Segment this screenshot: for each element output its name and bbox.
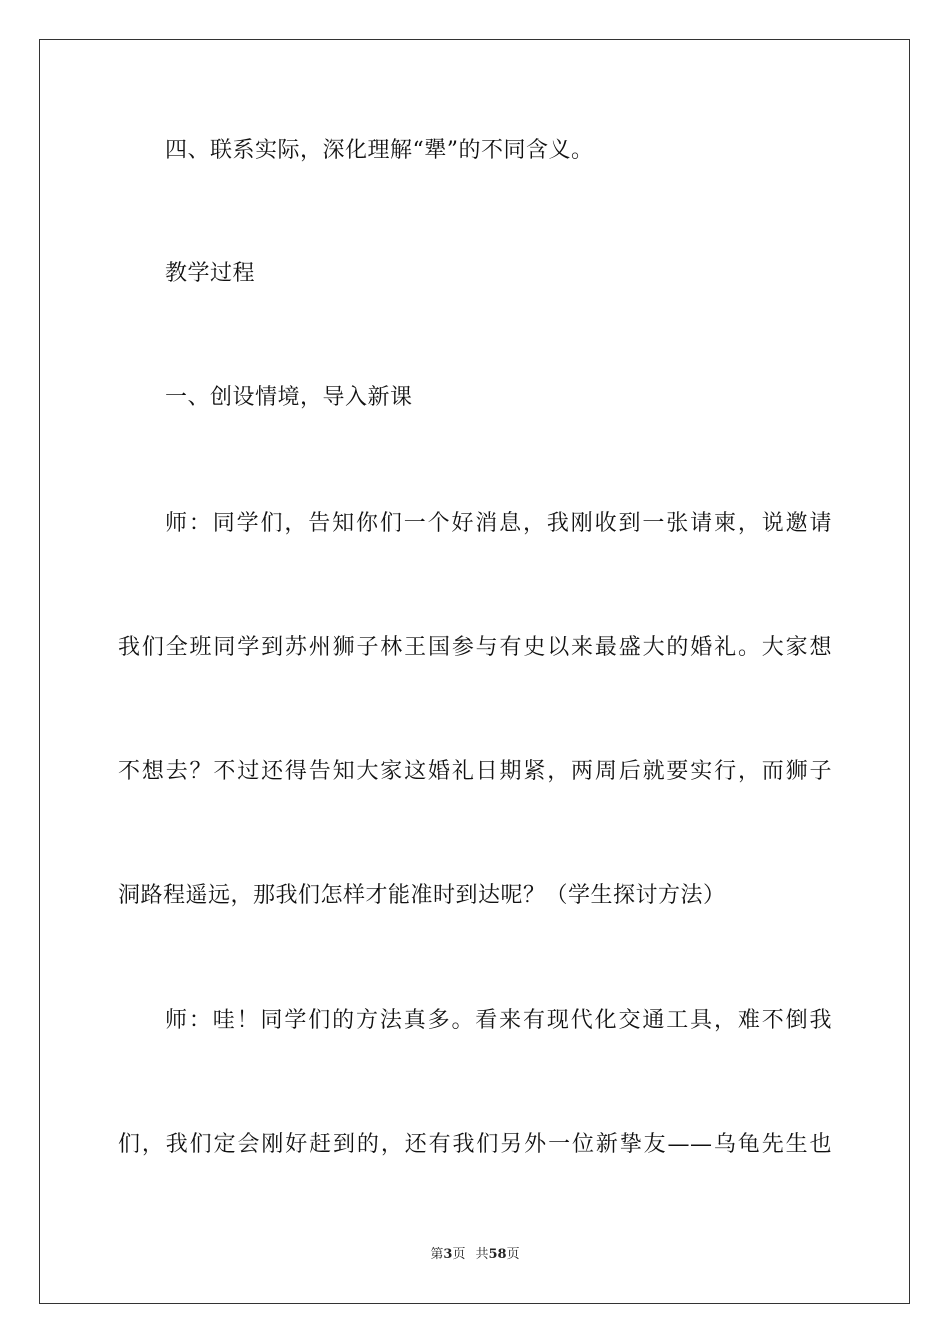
page-border (39, 39, 910, 1304)
body-line-4: 师：同学们，告知你们一个好消息，我刚收到一张请柬，说邀请 (165, 511, 832, 536)
body-line-6: 不想去？不过还得告知大家这婚礼日期紧，两周后就要实行，而狮子 (118, 759, 832, 784)
body-line-9: 们，我们定会刚好赶到的，还有我们另外一位新挚友——乌龟先生也 (118, 1132, 832, 1157)
body-line-3: 一、创设情境，导入新课 (165, 385, 413, 410)
footer-page-suffix: 页 (452, 1247, 466, 1262)
footer-total-prefix: 共 (475, 1247, 489, 1262)
footer-total-pages: 58 (488, 1247, 507, 1262)
footer-total-suffix: 页 (506, 1247, 520, 1262)
page-footer (0, 1246, 950, 1264)
body-line-7: 洞路程遥远，那我们怎样才能准时到达呢？（学生探讨方法） (118, 883, 726, 908)
body-line-1: 四、联系实际，深化理解“犟”的不同含义。 (165, 138, 594, 163)
body-line-8: 师：哇！同学们的方法真多。看来有现代化交通工具，难不倒我 (165, 1008, 832, 1033)
body-line-5: 我们全班同学到苏州狮子林王国参与有史以来最盛大的婚礼。大家想 (118, 635, 832, 660)
footer-current-page: 3 (443, 1247, 453, 1262)
footer-prefix: 第 (430, 1247, 444, 1262)
body-line-2: 教学过程 (165, 261, 256, 286)
